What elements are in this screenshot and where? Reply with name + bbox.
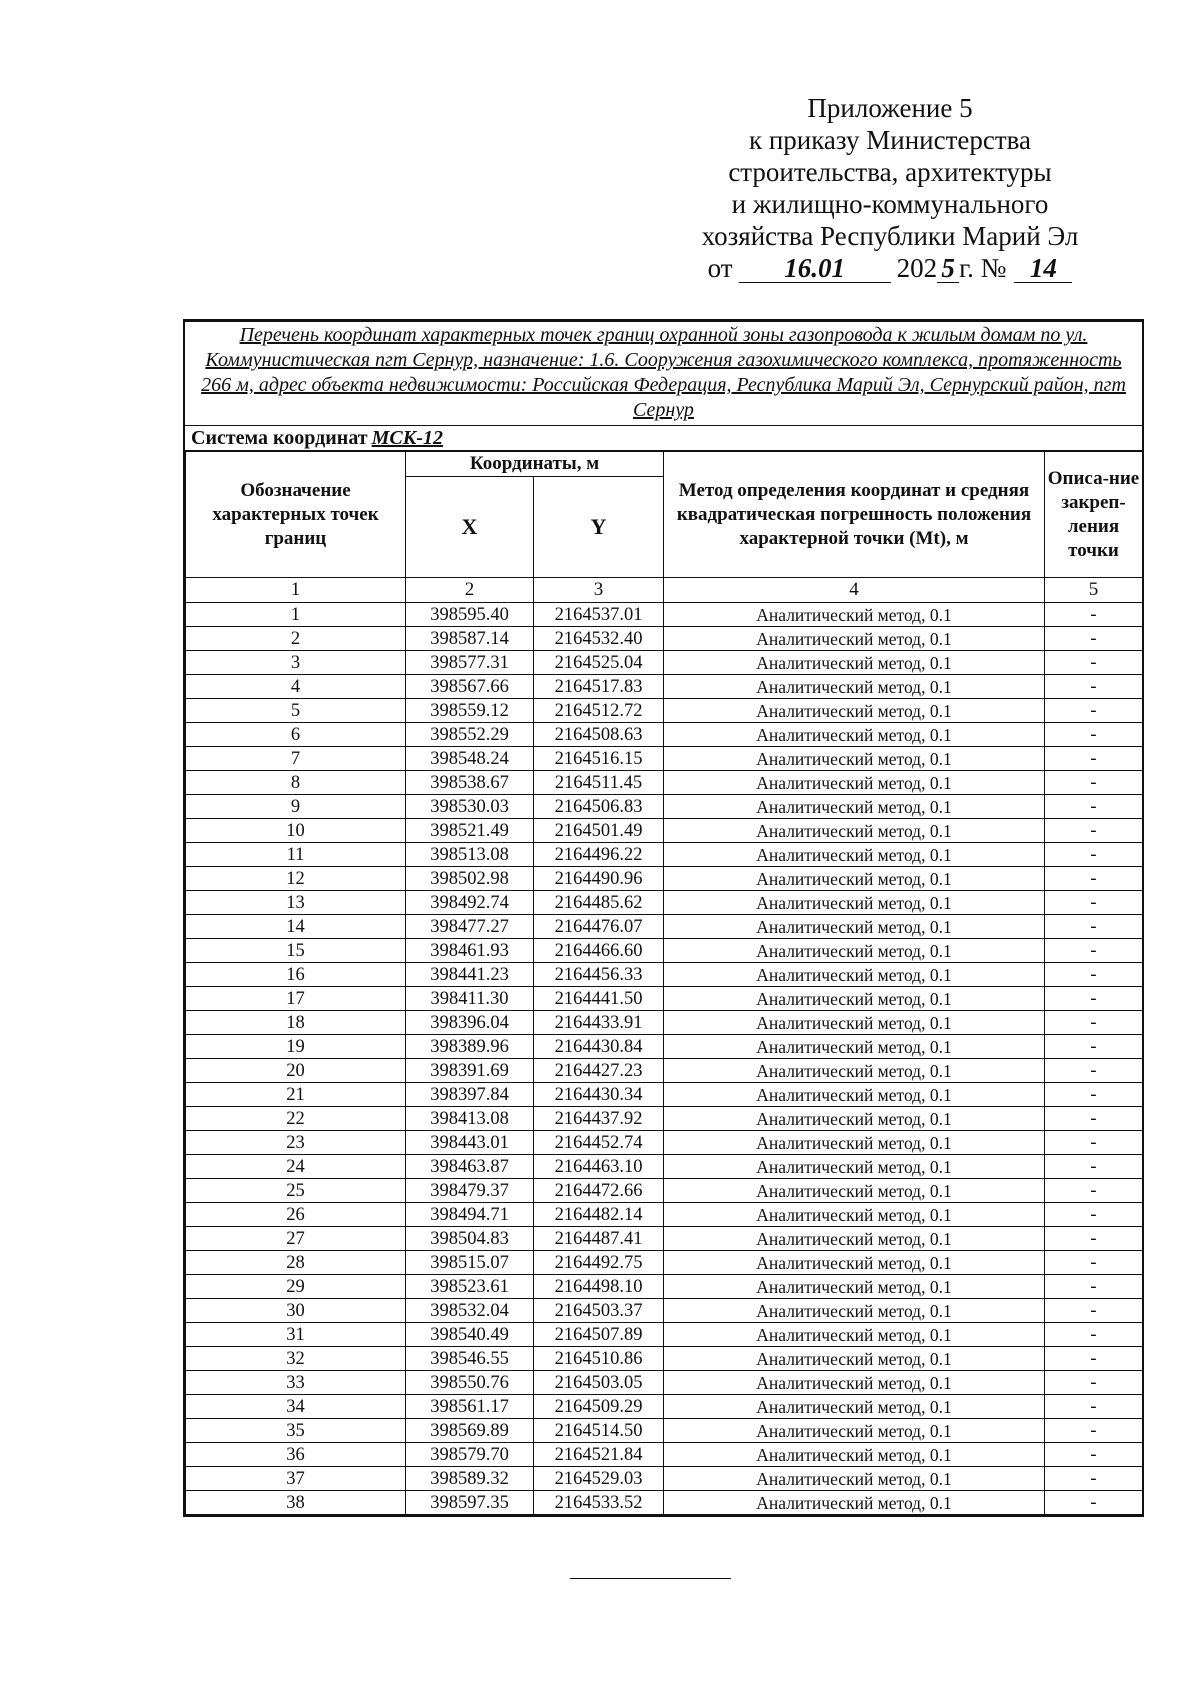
description-cell: -: [1045, 1371, 1143, 1395]
table-row: [186, 915, 1143, 939]
column-number: 2: [406, 578, 534, 603]
point-number-cell: 29: [186, 1275, 406, 1299]
y-coordinate-cell: 2164433.91: [534, 1011, 664, 1035]
y-coordinate-cell: 2164463.10: [534, 1155, 664, 1179]
description-cell: -: [1045, 1251, 1143, 1275]
order-number: 14: [1014, 254, 1072, 283]
y-coordinate-cell: 2164514.50: [534, 1419, 664, 1443]
header-line-2: к приказу Министерства: [748, 125, 1032, 155]
table-row: [186, 1467, 1143, 1491]
description-cell: -: [1045, 843, 1143, 867]
header-date-line: [640, 252, 1140, 284]
table-row: [186, 1131, 1143, 1155]
description-cell: -: [1045, 747, 1143, 771]
table-row: [186, 651, 1143, 675]
point-number-cell: 19: [186, 1035, 406, 1059]
table-row: [186, 603, 1143, 627]
y-coordinate-cell: 2164506.83: [534, 795, 664, 819]
header-x: X: [406, 477, 534, 578]
table-row: [186, 1371, 1143, 1395]
y-coordinate-cell: 2164466.60: [534, 939, 664, 963]
table-row: [186, 939, 1143, 963]
header-coords: Координаты, м: [406, 452, 664, 477]
table-row: [186, 1251, 1143, 1275]
y-coordinate-cell: 2164476.07: [534, 915, 664, 939]
description-cell: -: [1045, 1419, 1143, 1443]
x-coordinate-cell: 398461.93: [406, 939, 534, 963]
point-number-cell: 5: [186, 699, 406, 723]
year-prefix: 202: [896, 253, 938, 283]
method-cell: Аналитический метод, 0.1: [664, 1179, 1045, 1203]
point-number-cell: 28: [186, 1251, 406, 1275]
method-cell: Аналитический метод, 0.1: [664, 771, 1045, 795]
x-coordinate-cell: 398502.98: [406, 867, 534, 891]
y-coordinate-cell: 2164507.89: [534, 1323, 664, 1347]
method-cell: Аналитический метод, 0.1: [664, 1275, 1045, 1299]
method-cell: Аналитический метод, 0.1: [664, 603, 1045, 627]
description-cell: -: [1045, 723, 1143, 747]
method-cell: Аналитический метод, 0.1: [664, 867, 1045, 891]
description-cell: -: [1045, 651, 1143, 675]
point-number-cell: 4: [186, 675, 406, 699]
footer-rule: [570, 1578, 731, 1579]
y-coordinate-cell: 2164487.41: [534, 1227, 664, 1251]
description-cell: -: [1045, 1107, 1143, 1131]
point-number-cell: 6: [186, 723, 406, 747]
table-row: [186, 627, 1143, 651]
y-coordinate-cell: 2164533.52: [534, 1491, 664, 1515]
method-cell: Аналитический метод, 0.1: [664, 1491, 1045, 1515]
x-coordinate-cell: 398540.49: [406, 1323, 534, 1347]
table-row: [186, 963, 1143, 987]
description-cell: -: [1045, 1011, 1143, 1035]
table-body: [186, 603, 1143, 1515]
point-number-cell: 20: [186, 1059, 406, 1083]
date-prefix: от: [707, 253, 733, 283]
x-coordinate-cell: 398504.83: [406, 1227, 534, 1251]
point-number-cell: 17: [186, 987, 406, 1011]
table-row: [186, 1083, 1143, 1107]
method-cell: Аналитический метод, 0.1: [664, 1083, 1045, 1107]
method-cell: Аналитический метод, 0.1: [664, 819, 1045, 843]
method-cell: Аналитический метод, 0.1: [664, 939, 1045, 963]
description-cell: -: [1045, 891, 1143, 915]
point-number-cell: 27: [186, 1227, 406, 1251]
header-description: Описа-ние закреп-ления точки: [1045, 452, 1143, 578]
method-cell: Аналитический метод, 0.1: [664, 1371, 1045, 1395]
point-number-cell: 13: [186, 891, 406, 915]
description-cell: -: [1045, 1299, 1143, 1323]
x-coordinate-cell: 398515.07: [406, 1251, 534, 1275]
method-cell: Аналитический метод, 0.1: [664, 915, 1045, 939]
x-coordinate-cell: 398463.87: [406, 1155, 534, 1179]
coordinates-table-block: [183, 319, 1144, 1517]
x-coordinate-cell: 398479.37: [406, 1179, 534, 1203]
x-coordinate-cell: 398595.40: [406, 603, 534, 627]
table-row: [186, 723, 1143, 747]
table-row: [186, 1059, 1143, 1083]
table-row: [186, 1395, 1143, 1419]
point-number-cell: 35: [186, 1419, 406, 1443]
point-number-cell: 25: [186, 1179, 406, 1203]
point-number-cell: 11: [186, 843, 406, 867]
header-line-4: и жилищно-коммунального: [731, 189, 1049, 219]
x-coordinate-cell: 398569.89: [406, 1419, 534, 1443]
x-coordinate-cell: 398530.03: [406, 795, 534, 819]
description-cell: -: [1045, 1179, 1143, 1203]
order-header: [640, 92, 1140, 284]
point-number-cell: 18: [186, 1011, 406, 1035]
y-coordinate-cell: 2164437.92: [534, 1107, 664, 1131]
table-row: [186, 987, 1143, 1011]
table-row: [186, 1299, 1143, 1323]
method-cell: Аналитический метод, 0.1: [664, 1155, 1045, 1179]
method-cell: Аналитический метод, 0.1: [664, 1251, 1045, 1275]
description-cell: -: [1045, 915, 1143, 939]
point-number-cell: 12: [186, 867, 406, 891]
year-tail: г. №: [959, 253, 1007, 283]
method-cell: Аналитический метод, 0.1: [664, 1299, 1045, 1323]
point-number-cell: 16: [186, 963, 406, 987]
x-coordinate-cell: 398441.23: [406, 963, 534, 987]
table-row: [186, 1323, 1143, 1347]
table-row: [186, 1011, 1143, 1035]
y-coordinate-cell: 2164496.22: [534, 843, 664, 867]
y-coordinate-cell: 2164482.14: [534, 1203, 664, 1227]
column-number: 3: [534, 578, 664, 603]
description-cell: -: [1045, 867, 1143, 891]
point-number-cell: 23: [186, 1131, 406, 1155]
description-cell: -: [1045, 1491, 1143, 1515]
description-cell: -: [1045, 1131, 1143, 1155]
method-cell: Аналитический метод, 0.1: [664, 747, 1045, 771]
description-cell: -: [1045, 1467, 1143, 1491]
coordinates-table: [185, 451, 1143, 1515]
x-coordinate-cell: 398523.61: [406, 1275, 534, 1299]
y-coordinate-cell: 2164516.15: [534, 747, 664, 771]
y-coordinate-cell: 2164430.84: [534, 1035, 664, 1059]
x-coordinate-cell: 398397.84: [406, 1083, 534, 1107]
point-number-cell: 7: [186, 747, 406, 771]
description-cell: -: [1045, 1275, 1143, 1299]
description-cell: -: [1045, 1395, 1143, 1419]
description-cell: -: [1045, 1059, 1143, 1083]
table-row: [186, 1227, 1143, 1251]
point-number-cell: 34: [186, 1395, 406, 1419]
table-row: [186, 1347, 1143, 1371]
x-coordinate-cell: 398492.74: [406, 891, 534, 915]
table-row: [186, 1275, 1143, 1299]
description-cell: -: [1045, 939, 1143, 963]
x-coordinate-cell: 398548.24: [406, 747, 534, 771]
method-cell: Аналитический метод, 0.1: [664, 651, 1045, 675]
description-cell: -: [1045, 603, 1143, 627]
system-value: МСК-12: [371, 427, 443, 449]
x-coordinate-cell: 398561.17: [406, 1395, 534, 1419]
table-row: [186, 891, 1143, 915]
method-cell: Аналитический метод, 0.1: [664, 1203, 1045, 1227]
method-cell: Аналитический метод, 0.1: [664, 723, 1045, 747]
point-number-cell: 8: [186, 771, 406, 795]
y-coordinate-cell: 2164452.74: [534, 1131, 664, 1155]
x-coordinate-cell: 398567.66: [406, 675, 534, 699]
x-coordinate-cell: 398550.76: [406, 1371, 534, 1395]
method-cell: Аналитический метод, 0.1: [664, 1347, 1045, 1371]
system-label: Система координат: [191, 427, 368, 449]
x-coordinate-cell: 398521.49: [406, 819, 534, 843]
y-coordinate-cell: 2164472.66: [534, 1179, 664, 1203]
description-cell: -: [1045, 1347, 1143, 1371]
method-cell: Аналитический метод, 0.1: [664, 675, 1045, 699]
x-coordinate-cell: 398546.55: [406, 1347, 534, 1371]
point-number-cell: 24: [186, 1155, 406, 1179]
point-number-cell: 15: [186, 939, 406, 963]
table-caption: Перечень координат характерных точек границ охранной зоны газопровода к жилым домам по ул. Коммунистическая пгт Сернур, назначение: 1.6. Сооружения газохимического комплекса, протяженность 266 м, адрес объекта недвижимости: Российская Федерация, Республика Марий Эл, Сернурский район, пгт Сернур: [185, 322, 1142, 426]
description-cell: -: [1045, 819, 1143, 843]
description-cell: -: [1045, 1083, 1143, 1107]
point-number-cell: 31: [186, 1323, 406, 1347]
x-coordinate-cell: 398532.04: [406, 1299, 534, 1323]
x-coordinate-cell: 398389.96: [406, 1035, 534, 1059]
method-cell: Аналитический метод, 0.1: [664, 1443, 1045, 1467]
x-coordinate-cell: 398538.67: [406, 771, 534, 795]
column-number: 1: [186, 578, 406, 603]
y-coordinate-cell: 2164430.34: [534, 1083, 664, 1107]
table-row: [186, 699, 1143, 723]
point-number-cell: 33: [186, 1371, 406, 1395]
x-coordinate-cell: 398513.08: [406, 843, 534, 867]
table-row: [186, 1155, 1143, 1179]
point-number-cell: 3: [186, 651, 406, 675]
method-cell: Аналитический метод, 0.1: [664, 891, 1045, 915]
year-suffix: 5: [937, 254, 959, 283]
x-coordinate-cell: 398597.35: [406, 1491, 534, 1515]
description-cell: -: [1045, 1227, 1143, 1251]
x-coordinate-cell: 398396.04: [406, 1011, 534, 1035]
table-row: [186, 1179, 1143, 1203]
point-number-cell: 21: [186, 1083, 406, 1107]
method-cell: Аналитический метод, 0.1: [664, 795, 1045, 819]
x-coordinate-cell: 398559.12: [406, 699, 534, 723]
table-row: [186, 1443, 1143, 1467]
table-row: [186, 1203, 1143, 1227]
coordinate-system: [185, 426, 1142, 451]
method-cell: Аналитический метод, 0.1: [664, 1059, 1045, 1083]
description-cell: -: [1045, 795, 1143, 819]
table-row: [186, 795, 1143, 819]
y-coordinate-cell: 2164501.49: [534, 819, 664, 843]
point-number-cell: 36: [186, 1443, 406, 1467]
header-line-3: строительства, архитектуры: [728, 157, 1052, 187]
y-coordinate-cell: 2164508.63: [534, 723, 664, 747]
column-number-row: [186, 578, 1143, 603]
point-number-cell: 2: [186, 627, 406, 651]
method-cell: Аналитический метод, 0.1: [664, 1107, 1045, 1131]
description-cell: -: [1045, 1155, 1143, 1179]
header-method: Метод определения координат и средняя квадратическая погрешность положения характерной точки (Mt), м: [664, 452, 1045, 578]
y-coordinate-cell: 2164529.03: [534, 1467, 664, 1491]
method-cell: Аналитический метод, 0.1: [664, 1323, 1045, 1347]
method-cell: Аналитический метод, 0.1: [664, 1131, 1045, 1155]
table-row: [186, 867, 1143, 891]
x-coordinate-cell: 398552.29: [406, 723, 534, 747]
description-cell: -: [1045, 699, 1143, 723]
x-coordinate-cell: 398577.31: [406, 651, 534, 675]
method-cell: Аналитический метод, 0.1: [664, 1227, 1045, 1251]
y-coordinate-cell: 2164503.37: [534, 1299, 664, 1323]
table-row: [186, 747, 1143, 771]
point-number-cell: 38: [186, 1491, 406, 1515]
method-cell: Аналитический метод, 0.1: [664, 987, 1045, 1011]
y-coordinate-cell: 2164510.86: [534, 1347, 664, 1371]
header-line-5: хозяйства Республики Марий Эл: [701, 221, 1079, 251]
method-cell: Аналитический метод, 0.1: [664, 1419, 1045, 1443]
table-row: [186, 1035, 1143, 1059]
description-cell: -: [1045, 1323, 1143, 1347]
y-coordinate-cell: 2164517.83: [534, 675, 664, 699]
description-cell: -: [1045, 1203, 1143, 1227]
y-coordinate-cell: 2164512.72: [534, 699, 664, 723]
point-number-cell: 26: [186, 1203, 406, 1227]
method-cell: Аналитический метод, 0.1: [664, 627, 1045, 651]
column-number: 5: [1045, 578, 1143, 603]
table-row: [186, 1491, 1143, 1515]
table-row: [186, 1419, 1143, 1443]
x-coordinate-cell: 398579.70: [406, 1443, 534, 1467]
x-coordinate-cell: 398413.08: [406, 1107, 534, 1131]
point-number-cell: 32: [186, 1347, 406, 1371]
y-coordinate-cell: 2164503.05: [534, 1371, 664, 1395]
x-coordinate-cell: 398589.32: [406, 1467, 534, 1491]
header-line-1: Приложение 5: [807, 93, 973, 123]
method-cell: Аналитический метод, 0.1: [664, 1395, 1045, 1419]
column-number: 4: [664, 578, 1045, 603]
point-number-cell: 22: [186, 1107, 406, 1131]
description-cell: -: [1045, 675, 1143, 699]
y-coordinate-cell: 2164492.75: [534, 1251, 664, 1275]
y-coordinate-cell: 2164532.40: [534, 627, 664, 651]
table-row: [186, 819, 1143, 843]
method-cell: Аналитический метод, 0.1: [664, 963, 1045, 987]
point-number-cell: 14: [186, 915, 406, 939]
point-number-cell: 9: [186, 795, 406, 819]
x-coordinate-cell: 398411.30: [406, 987, 534, 1011]
y-coordinate-cell: 2164456.33: [534, 963, 664, 987]
method-cell: Аналитический метод, 0.1: [664, 843, 1045, 867]
y-coordinate-cell: 2164525.04: [534, 651, 664, 675]
table-row: [186, 843, 1143, 867]
date-value: 16.01: [739, 254, 891, 283]
header-point: Обозначение характерных точек границ: [186, 452, 406, 578]
y-coordinate-cell: 2164509.29: [534, 1395, 664, 1419]
description-cell: -: [1045, 963, 1143, 987]
x-coordinate-cell: 398443.01: [406, 1131, 534, 1155]
x-coordinate-cell: 398587.14: [406, 627, 534, 651]
description-cell: -: [1045, 771, 1143, 795]
y-coordinate-cell: 2164427.23: [534, 1059, 664, 1083]
y-coordinate-cell: 2164485.62: [534, 891, 664, 915]
description-cell: -: [1045, 987, 1143, 1011]
method-cell: Аналитический метод, 0.1: [664, 699, 1045, 723]
point-number-cell: 1: [186, 603, 406, 627]
y-coordinate-cell: 2164498.10: [534, 1275, 664, 1299]
y-coordinate-cell: 2164490.96: [534, 867, 664, 891]
x-coordinate-cell: 398494.71: [406, 1203, 534, 1227]
method-cell: Аналитический метод, 0.1: [664, 1035, 1045, 1059]
y-coordinate-cell: 2164537.01: [534, 603, 664, 627]
point-number-cell: 37: [186, 1467, 406, 1491]
x-coordinate-cell: 398391.69: [406, 1059, 534, 1083]
table-row: [186, 771, 1143, 795]
table-row: [186, 1107, 1143, 1131]
description-cell: -: [1045, 627, 1143, 651]
point-number-cell: 10: [186, 819, 406, 843]
description-cell: -: [1045, 1443, 1143, 1467]
method-cell: Аналитический метод, 0.1: [664, 1467, 1045, 1491]
description-cell: -: [1045, 1035, 1143, 1059]
table-row: [186, 675, 1143, 699]
method-cell: Аналитический метод, 0.1: [664, 1011, 1045, 1035]
point-number-cell: 30: [186, 1299, 406, 1323]
x-coordinate-cell: 398477.27: [406, 915, 534, 939]
y-coordinate-cell: 2164521.84: [534, 1443, 664, 1467]
header-y: Y: [534, 477, 664, 578]
y-coordinate-cell: 2164511.45: [534, 771, 664, 795]
y-coordinate-cell: 2164441.50: [534, 987, 664, 1011]
